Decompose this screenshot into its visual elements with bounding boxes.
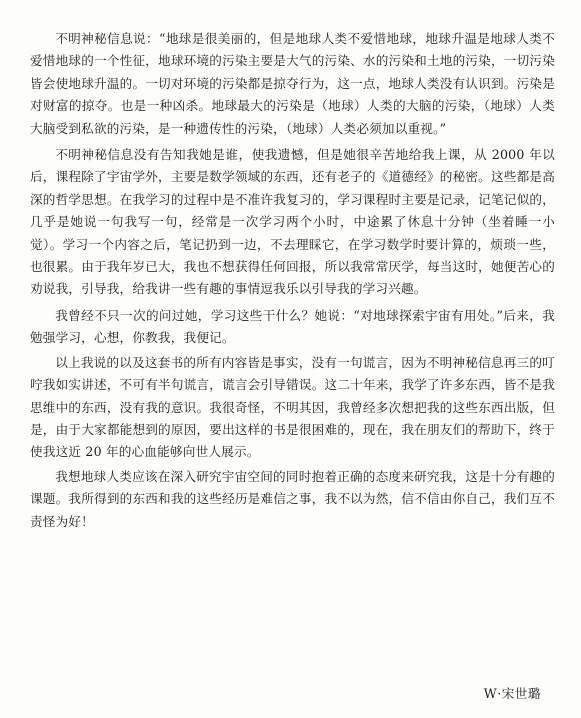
paragraph-3: 我曾经不只一次的问过她，学习这些干什么？她说：“对地球探索宇宙有用处。”后来，我勉强学习，心想，你教我，我便记。 [30, 307, 555, 346]
paragraph-4: 以上我说的以及这套书的所有内容皆是事实，没有一句谎言，因为不明神秘信息再三的叮咛我如实讲述，不可有半句谎言，谎言会引导错误。这二十年来，我学了许多东西，皆不是我思维中的东西，没有我的意识。我很奇怪，不明其因，我曾经多次想把我的这些东西出版，但是，由于大家都能想到的原因，要出这样的书是很困难的，现在，我在朋友们的帮助下，终于使我这近 20 年的心血能够向世人展示。 [30, 354, 555, 460]
paragraph-2: 不明神秘信息没有告知我她是谁，使我遗憾，但是她很辛苦地给我上课，从 2000 年以后，课程除了宇宙学外，主要是数学领域的东西，还有老子的《道德经》的秘密。这些都是高深的哲学思想。在我学习的过程中是不准许我复习的，学习课程时主要是记录，记笔记似的，几乎是她说一句我写一句，经常是一次学习两个小时，中途累了休息十分钟（坐着睡一小觉）。学习一个内容之后，笔记扔到一边，不去理睬它，在学习数学时要计算的，烦琐一些，也很累。由于我年岁已大，我也不想获得任何回报，所以我常常厌学，每当这时，她便苦心的劝说我，引导我，给我讲一些有趣的事情逗我乐以引导我的学习兴趣。 [30, 147, 555, 297]
paragraph-5: 我想地球人类应该在深入研究宇宙空间的同时抱着正确的态度来研究我，这是十分有趣的课题。我所得到的东西和我的这些经历是难信之事，我不以为然，信不信由你自己，我们互不责怪为好！ [30, 468, 555, 529]
paragraph-1: 不明神秘信息说：“地球是很美丽的，但是地球人类不爱惜地球，地球升温是地球人类不爱惜地球的一个性征，地球环境的污染主要是大气的污染、水的污染和土地的污染，一切污染皆会使地球升温的。一切对环境的污染都是掠夺行为，这一点，地球人类没有认识到。污染是对财富的掠夺。也是一种凶杀。地球最大的污染是（地球）人类的大脑的污染，（地球）人类大脑受到私欲的污染，是一种遗传性的污染，（地球）人类必须加以重视。” [30, 31, 555, 136]
author-signature: W·宋世璐 [483, 686, 541, 701]
